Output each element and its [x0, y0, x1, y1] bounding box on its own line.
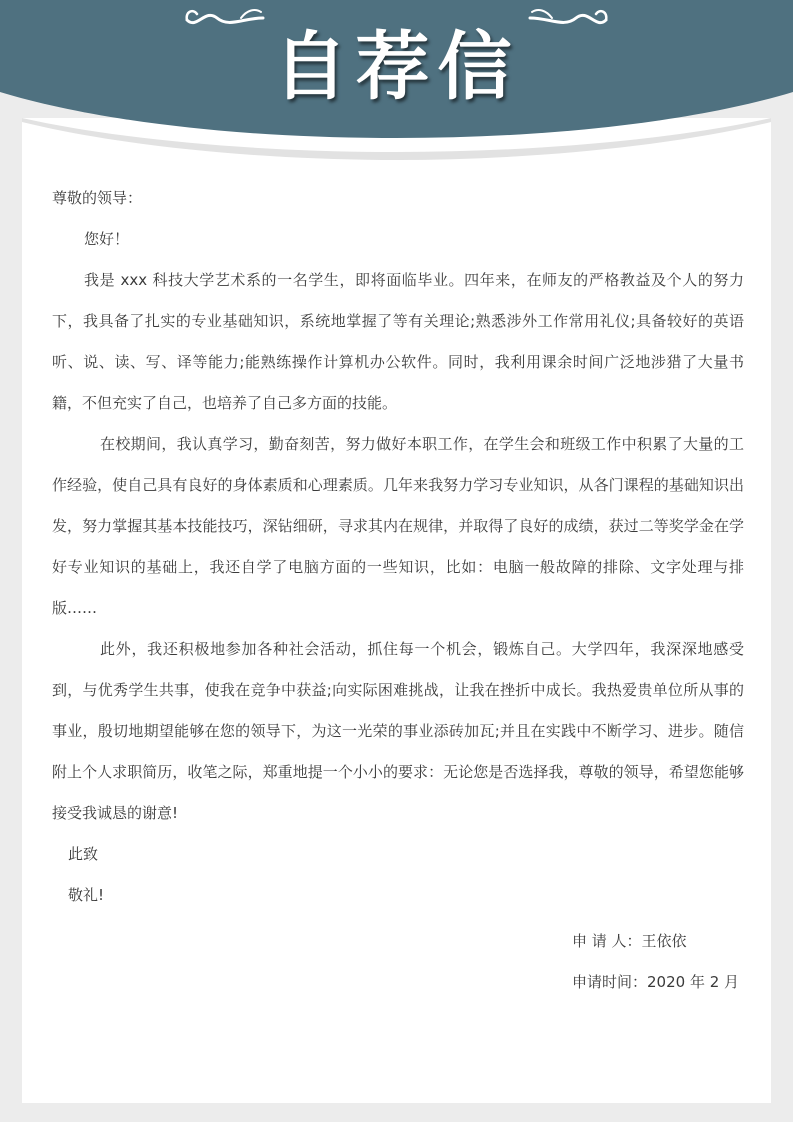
paragraph-school: 在校期间，我认真学习，勤奋刻苦，努力做好本职工作，在学生会和班级工作中积累了大量的工作经验，使自己具有良好的身体素质和心理素质。几年来我努力学习专业知识，从各门课程的基础知识出发，努力掌握其基本技能技巧，深钻细研，寻求其内在规律，并取得了良好的成绩，获过二等奖学金在学好专业知识的基础上，我还自学了电脑方面的一些知识，比如：电脑一般故障的排除、文字处理与排版…… — [52, 435, 744, 617]
greeting: 您好！ — [84, 230, 130, 248]
scroll-flourish-icon — [528, 0, 610, 34]
letter-body — [52, 178, 744, 916]
paragraph-activities: 此外，我还积极地参加各种社会活动，抓住每一个机会，锻炼自己。大学四年，我深深地感受到，与优秀学生共事，使我在竞争中获益;向实际困难挑战，让我在挫折中成长。我热爱贵单位所从事的事业，殷切地期望能够在您的领导下，为这一光荣的事业添砖加瓦;并且在实践中不断学习、进步。随信附上个人求职简历，收笔之际，郑重地提一个小小的要求：无论您是否选择我，尊敬的领导，希望您能够接受我诚恳的谢意! — [52, 640, 744, 822]
application-date: 申请时间：2020 年 2 月 — [572, 973, 740, 991]
closing-line-1: 此致 — [68, 845, 99, 863]
applicant-signature: 申 请 人：王依依 — [572, 932, 687, 950]
salutation: 尊敬的领导： — [52, 189, 143, 207]
header-banner — [0, 0, 793, 160]
paragraph-intro: 我是 xxx 科技大学艺术系的一名学生，即将面临毕业。四年来，在师友的严格教益及个人的努力下，我具备了扎实的专业基础知识，系统地掌握了等有关理论;熟悉涉外工作常用礼仪;具备较好的英语听、说、读、写、译等能力;能熟练操作计算机办公软件。同时，我利用课余时间广泛地涉猎了大量书籍，不但充实了自己，也培养了自己多方面的技能。 — [52, 271, 744, 412]
page-title: 自荐信 — [273, 24, 520, 110]
closing-line-2: 敬礼! — [68, 886, 105, 904]
